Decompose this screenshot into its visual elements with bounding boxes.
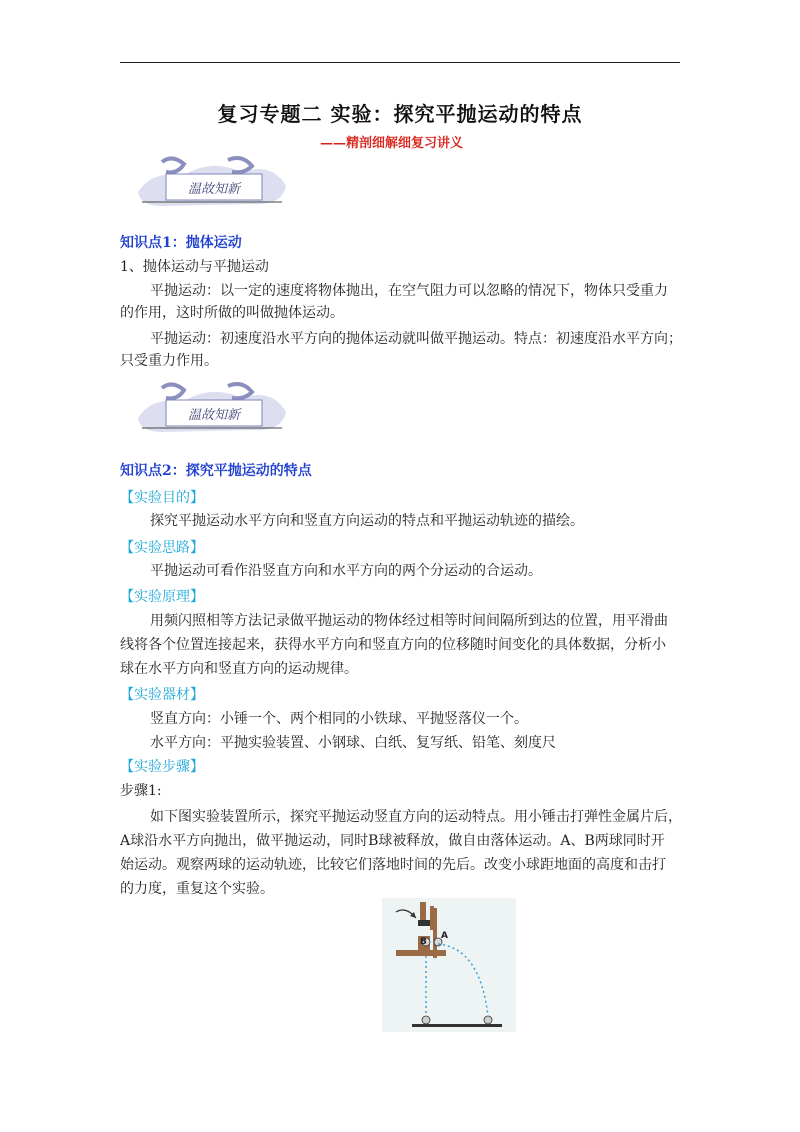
principle-line3: 球在水平方向和竖直方向的运动规律。	[120, 661, 358, 677]
label-a: A	[441, 931, 448, 941]
label-b: B	[420, 937, 427, 947]
kp1-p2-line2: 只受重力作用。	[120, 353, 218, 369]
purpose-text: 探究平抛运动水平方向和竖直方向运动的特点和平抛运动轨迹的描绘。	[150, 513, 584, 529]
equipment-horizontal: 水平方向：平抛实验装置、小钢球、白纸、复写纸、铅笔、刻度尺	[150, 735, 556, 751]
banner-2-label: 温故知新	[187, 408, 241, 423]
experiment-figure	[382, 898, 516, 1032]
purpose-label: 【实验目的】	[120, 490, 204, 506]
kp1-p1-line2: 的作用，这时所做的叫做抛体运动。	[120, 305, 344, 321]
step1-line2: A球沿水平方向抛出，做平抛运动，同时B球被释放，做自由落体运动。A、B两球同时开	[120, 833, 665, 849]
page-subtitle: ——精剖细解细复习讲义	[320, 136, 464, 151]
kp2-heading: 知识点2：探究平抛运动的特点	[120, 463, 312, 479]
banner-1-label: 温故知新	[187, 182, 241, 197]
ground-line	[412, 1024, 502, 1027]
kp1-p1-line1: 平抛运动：以一定的速度将物体抛出，在空气阻力可以忽略的情况下，物体只受重力	[150, 283, 668, 299]
principle-line2: 线将各个位置连接起来，获得水平方向和竖直方向的位移随时间变化的具体数据，分析小	[120, 637, 666, 653]
header-rule	[120, 62, 680, 63]
review-banner-1	[132, 152, 290, 214]
review-banner-2	[132, 378, 290, 440]
idea-text: 平抛运动可看作沿竖直方向和水平方向的两个分运动的合运动。	[150, 563, 542, 579]
principle-label: 【实验原理】	[120, 589, 204, 605]
equipment-vertical: 竖直方向：小锤一个、两个相同的小铁球、平抛竖落仪一个。	[150, 711, 528, 727]
step1-line1: 如下图实验装置所示，探究平抛运动竖直方向的运动特点。用小锤击打弹性金属片后，	[150, 809, 682, 825]
kp1-p2-line1: 平抛运动：初速度沿水平方向的抛体运动就叫做平抛运动。特点：初速度沿水平方向；	[150, 331, 682, 347]
page-title: 复习专题二 实验：探究平抛运动的特点	[217, 102, 583, 126]
step1-line3: 始运动。观察两球的运动轨迹，比较它们落地时间的先后。改变小球距地面的高度和击打	[120, 857, 666, 873]
kp1-subheading: 1、抛体运动与平抛运动	[120, 259, 269, 275]
steps-label: 【实验步骤】	[120, 759, 204, 775]
equipment-label: 【实验器材】	[120, 687, 204, 703]
kp1-heading: 知识点1：抛体运动	[120, 235, 242, 251]
idea-label: 【实验思路】	[120, 540, 204, 556]
principle-line1: 用频闪照相等方法记录做平抛运动的物体经过相等时间间隔所到达的位置，用平滑曲	[150, 613, 668, 629]
step1-label: 步骤1:	[120, 783, 162, 799]
step1-line4: 的力度，重复这个实验。	[120, 881, 274, 897]
